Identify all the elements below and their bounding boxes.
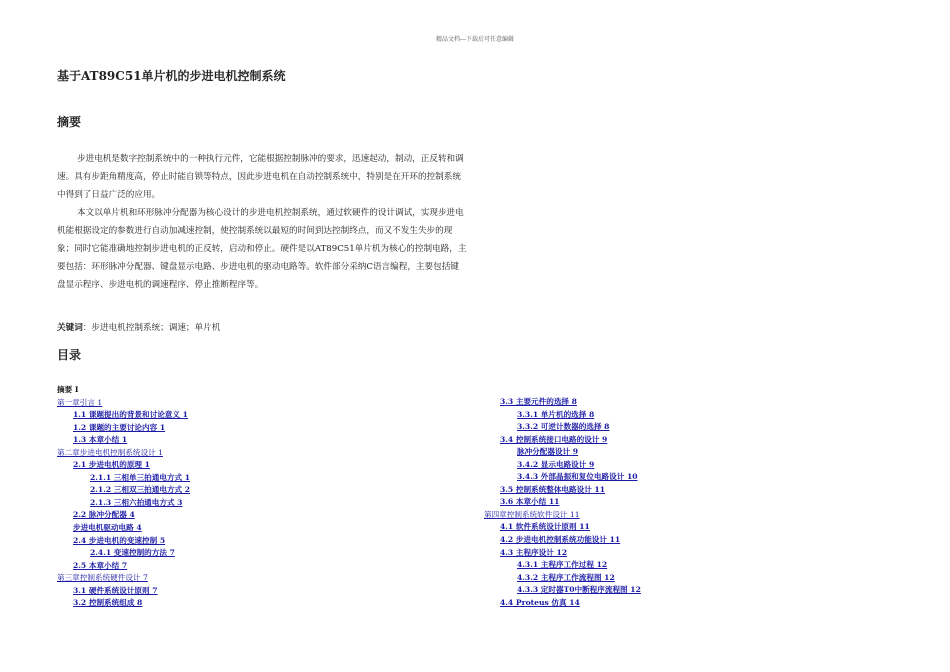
toc-link[interactable]: 步进电机驱动电路 4 (73, 523, 142, 533)
toc-heading: 目录 (57, 348, 82, 362)
toc-right-column (484, 396, 641, 609)
toc-link[interactable]: 2.1.2 三相双三拍通电方式 2 (90, 485, 191, 495)
keywords-label: 关键词 (57, 323, 83, 333)
toc-link[interactable]: 3.3.1 单片机的选择 8 (517, 409, 595, 419)
toc-entry[interactable] (484, 446, 641, 459)
toc-entry[interactable] (57, 585, 190, 598)
abstract-paragraph: 本文以单片机和环形脉冲分配器为核心设计的步进电机控制系统，通过软硬件的设计调试，实现步进电机能根据设定的参数进行自动加减速控制，使控制系统以最短的时间到达控制终点，而又不发生失步的现象；同时它能准确地控制步进电机的正反转，启动和停止。硬件是以AT89C51单片机为核心的控制电路，主要包括：环形脉冲分配器、键盘显示电路、步进电机的驱动电路等。软件部分采纳C语言编程，主要包括键盘显示程序、步进电机的调速程序、停止推断程序等。 (57, 208, 467, 290)
toc-entry[interactable] (57, 447, 190, 460)
toc-link[interactable]: 2.1 步进电机的原理 1 (73, 460, 150, 470)
toc-entry[interactable] (484, 459, 641, 472)
toc-link[interactable]: 第四章控制系统软件设计 11 (484, 509, 580, 519)
toc-entry[interactable] (484, 534, 641, 547)
toc-entry[interactable] (57, 522, 190, 535)
toc-entry[interactable] (484, 484, 641, 497)
toc-entry[interactable] (57, 397, 190, 410)
toc-link[interactable]: 4.3.3 定时器T0中断程序流程图 12 (517, 585, 641, 595)
toc-entry[interactable] (57, 459, 190, 472)
toc-link[interactable]: 2.5 本章小结 7 (73, 560, 128, 570)
document-title: 基于AT89C51单片机的步进电机控制系统 (57, 69, 286, 83)
toc-link[interactable]: 4.3.1 主程序工作过程 12 (517, 560, 608, 570)
toc-entry[interactable] (484, 584, 641, 597)
abstract-body (57, 150, 467, 294)
toc-link[interactable]: 2.1.1 三相单三拍通电方式 1 (90, 472, 191, 482)
toc-entry[interactable] (484, 559, 641, 572)
toc-link[interactable]: 1.3 本章小结 1 (73, 435, 128, 445)
toc-link[interactable]: 3.2 控制系统组成 8 (73, 598, 143, 608)
toc-entry[interactable] (484, 572, 641, 585)
toc-link[interactable]: 4.3 主程序设计 12 (500, 547, 568, 557)
toc-entry[interactable] (57, 597, 190, 610)
abstract-heading: 摘要 (57, 115, 82, 129)
toc-entry[interactable] (57, 484, 190, 497)
toc-entry[interactable] (484, 421, 641, 434)
toc-entry[interactable] (484, 521, 641, 534)
abstract-paragraph: 步进电机是数字控制系统中的一种执行元件，它能根据控制脉冲的要求，迅速起动，制动，正反转和调速。具有步距角精度高，停止时能自锁等特点，因此步进电机在自动控制系统中，特别是在开环的控制系统中得到了日益广泛的应用。 (57, 154, 464, 200)
toc-link[interactable]: 2.1.3 三相六拍通电方式 3 (90, 497, 183, 507)
toc-link[interactable]: 2.4.1 变速控制的方法 7 (90, 548, 175, 558)
toc-entry[interactable] (484, 396, 641, 409)
page-header: 精品文档---下载后可任意编辑 (435, 36, 515, 43)
toc-link[interactable]: 3.4.3 外部晶振和复位电路设计 10 (517, 472, 638, 482)
toc-entry[interactable] (57, 472, 190, 485)
toc-entry[interactable] (484, 597, 641, 610)
toc-link[interactable]: 3.1 硬件系统设计原则 7 (73, 585, 158, 595)
toc-link[interactable]: 脉冲分配器设计 9 (517, 447, 579, 457)
toc-link[interactable]: 3.4 控制系统接口电路的设计 9 (500, 434, 608, 444)
toc-link[interactable]: 1.2 课题的主要讨论内容 1 (73, 422, 166, 432)
toc-link[interactable]: 2.2 脉冲分配器 4 (73, 510, 135, 520)
toc-link[interactable]: 第二章步进电机控制系统设计 1 (57, 447, 163, 457)
toc-link[interactable]: 1.1 课题提出的背景和讨论意义 1 (73, 410, 188, 420)
toc-entry[interactable] (484, 547, 641, 560)
toc-link[interactable]: 3.4.2 显示电路设计 9 (517, 459, 595, 469)
toc-entry[interactable] (57, 409, 190, 422)
toc-link[interactable]: 2.4 步进电机的变速控制 5 (73, 535, 166, 545)
toc-link[interactable]: 4.2 步进电机控制系统功能设计 11 (500, 535, 621, 545)
toc-entry[interactable] (484, 409, 641, 422)
toc-entry[interactable] (57, 560, 190, 573)
toc-entry[interactable] (57, 572, 190, 585)
toc-entry[interactable] (57, 422, 190, 435)
toc-entry[interactable] (57, 497, 190, 510)
toc-link[interactable]: 3.3 主要元件的选择 8 (500, 397, 577, 406)
toc-entry[interactable] (57, 547, 190, 560)
toc-link[interactable]: 4.3.2 主程序工作流程图 12 (517, 572, 615, 582)
toc-entry[interactable] (484, 496, 641, 509)
toc-label: 摘要 I (57, 385, 79, 394)
toc-entry[interactable] (57, 535, 190, 548)
toc-link[interactable]: 3.6 本章小结 11 (500, 497, 560, 507)
toc-entry[interactable] (57, 509, 190, 522)
toc-entry[interactable] (484, 471, 641, 484)
toc-entry[interactable] (57, 434, 190, 447)
toc-link[interactable]: 第三章控制系统硬件设计 7 (57, 573, 148, 583)
toc-link[interactable]: 4.1 软件系统设计原则 11 (500, 522, 590, 532)
toc-link[interactable]: 3.3.2 可逆计数器的选择 8 (517, 422, 610, 432)
toc-link[interactable]: 3.5 控制系统整体电路设计 11 (500, 484, 606, 494)
toc-entry[interactable] (484, 434, 641, 447)
toc-link[interactable]: 第一章引言 1 (57, 397, 103, 407)
toc-entry (57, 384, 190, 397)
keywords-text: ：步进电机控制系统；调速；单片机 (82, 323, 221, 333)
toc-link[interactable]: 4.4 Proteus 仿真 14 (500, 597, 580, 607)
toc-entry[interactable] (484, 509, 641, 522)
toc-left-column (57, 384, 190, 610)
keywords-line (57, 321, 220, 333)
